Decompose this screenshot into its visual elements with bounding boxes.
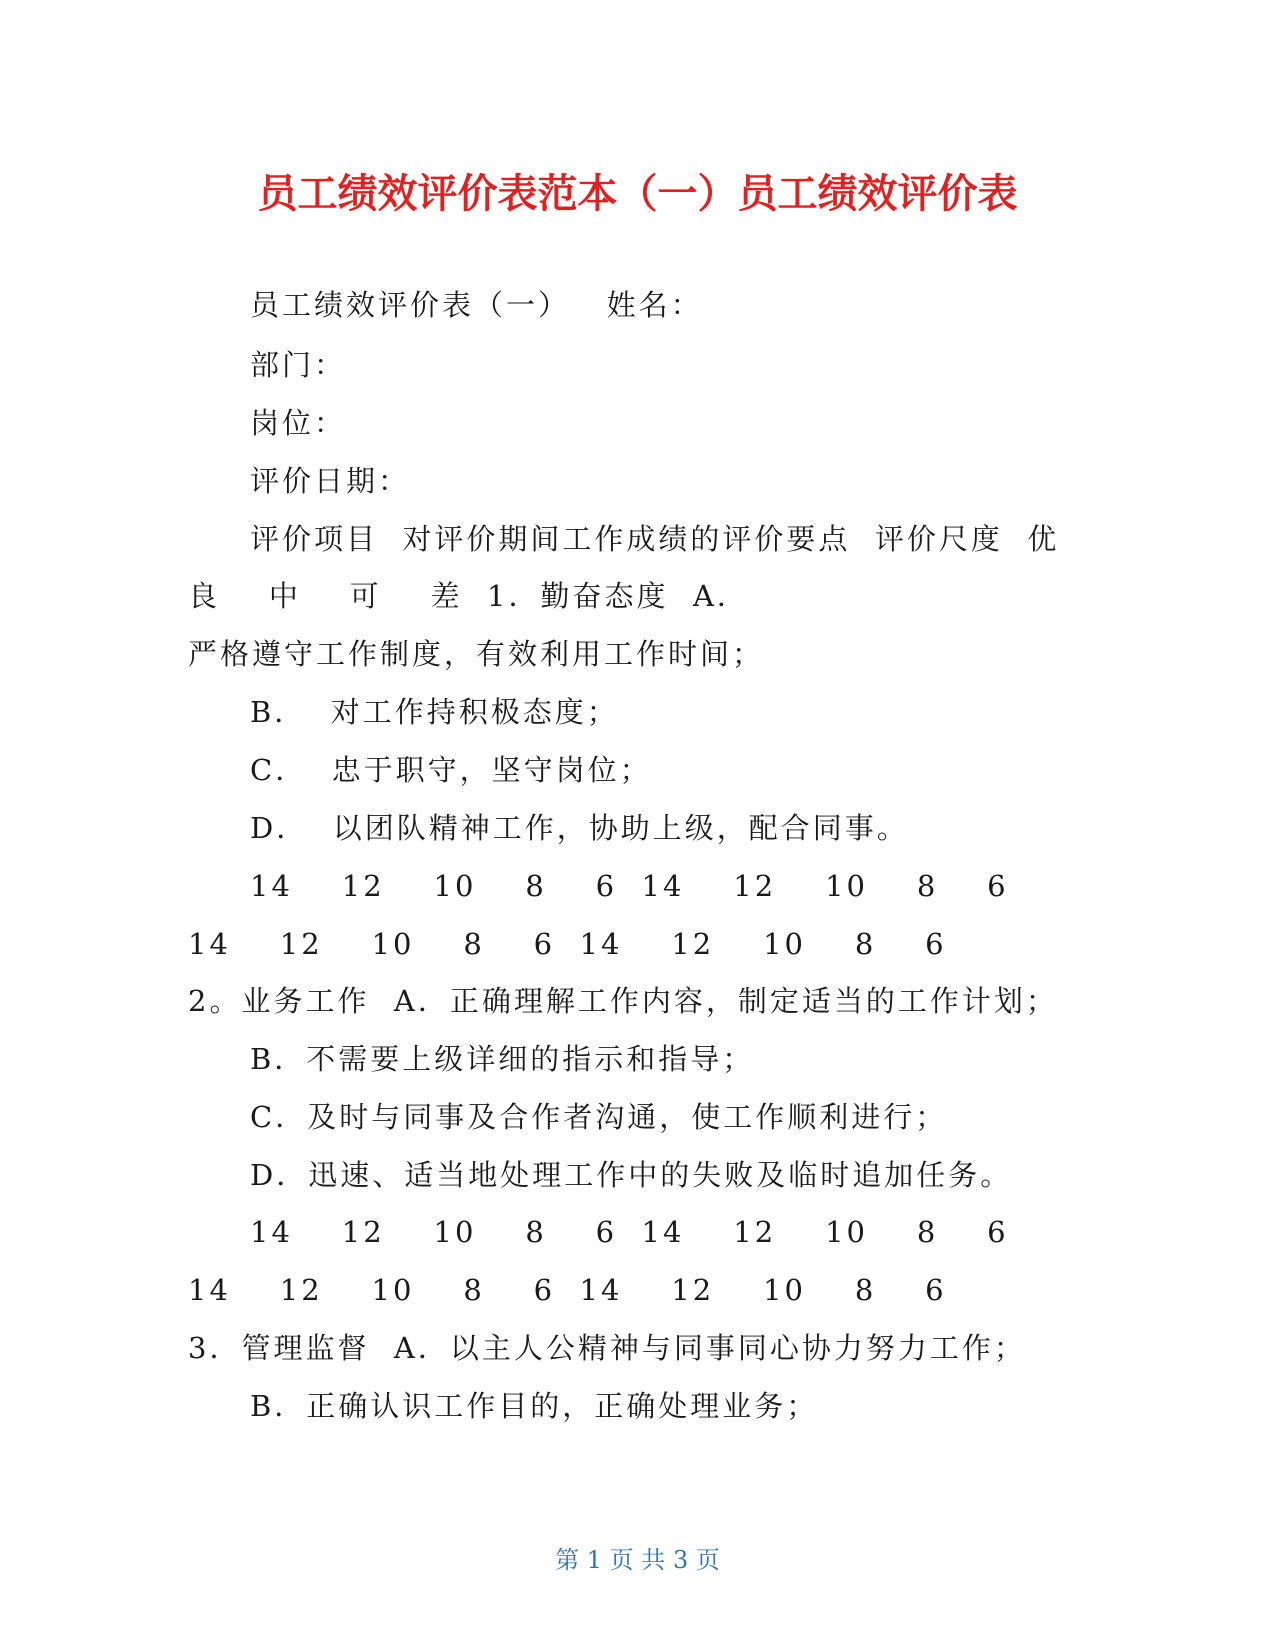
item1-point-a: 严格遵守工作制度，有效利用工作时间； xyxy=(188,637,765,671)
item1-point-b: B． 对工作持积极态度； xyxy=(250,695,619,729)
item3-heading: 3．管理监督 A．以主人公精神与同事同心协力努力工作； xyxy=(188,1331,1026,1365)
item2-scores-row2: 14 12 10 8 6 14 12 10 8 6 xyxy=(188,1273,947,1307)
position-field: 岗位： xyxy=(250,406,347,440)
document-title: 员工绩效评价表范本（一）员工绩效评价表 xyxy=(257,171,1018,217)
item1-point-c: C． 忠于职守，坚守岗位； xyxy=(250,753,652,787)
page-number: 第 1 页 共 3 页 xyxy=(555,1546,720,1574)
item1-point-d: D． 以团队精神工作，协助上级，配合同事。 xyxy=(250,811,909,845)
department-field: 部门： xyxy=(250,348,347,382)
item2-heading: 2。业务工作 A．正确理解工作内容，制定适当的工作计划； xyxy=(188,984,1058,1018)
item1-scores-row2: 14 12 10 8 6 14 12 10 8 6 xyxy=(188,927,947,961)
item2-point-d: D．迅速、适当地处理工作中的失败及临时追加任务。 xyxy=(250,1158,1013,1192)
item3-point-b: B．正确认识工作目的，正确处理业务； xyxy=(250,1389,819,1423)
table-header-line: 评价项目 对评价期间工作成绩的评价要点 评价尺度 优 xyxy=(250,522,1060,556)
item2-point-b: B．不需要上级详细的指示和指导； xyxy=(250,1042,755,1076)
item1-scores-row1: 14 12 10 8 6 14 12 10 8 6 xyxy=(250,869,1009,903)
form-header-line: 员工绩效评价表（一） 姓名： xyxy=(250,288,703,322)
item2-scores-row1: 14 12 10 8 6 14 12 10 8 6 xyxy=(250,1215,1009,1249)
item2-point-c: C．及时与同事及合作者沟通，使工作顺利进行； xyxy=(250,1100,948,1134)
table-header-continued: 良 中 可 差 1．勤奋态度 A． xyxy=(188,579,749,613)
evaluation-date-field: 评价日期： xyxy=(250,464,411,498)
